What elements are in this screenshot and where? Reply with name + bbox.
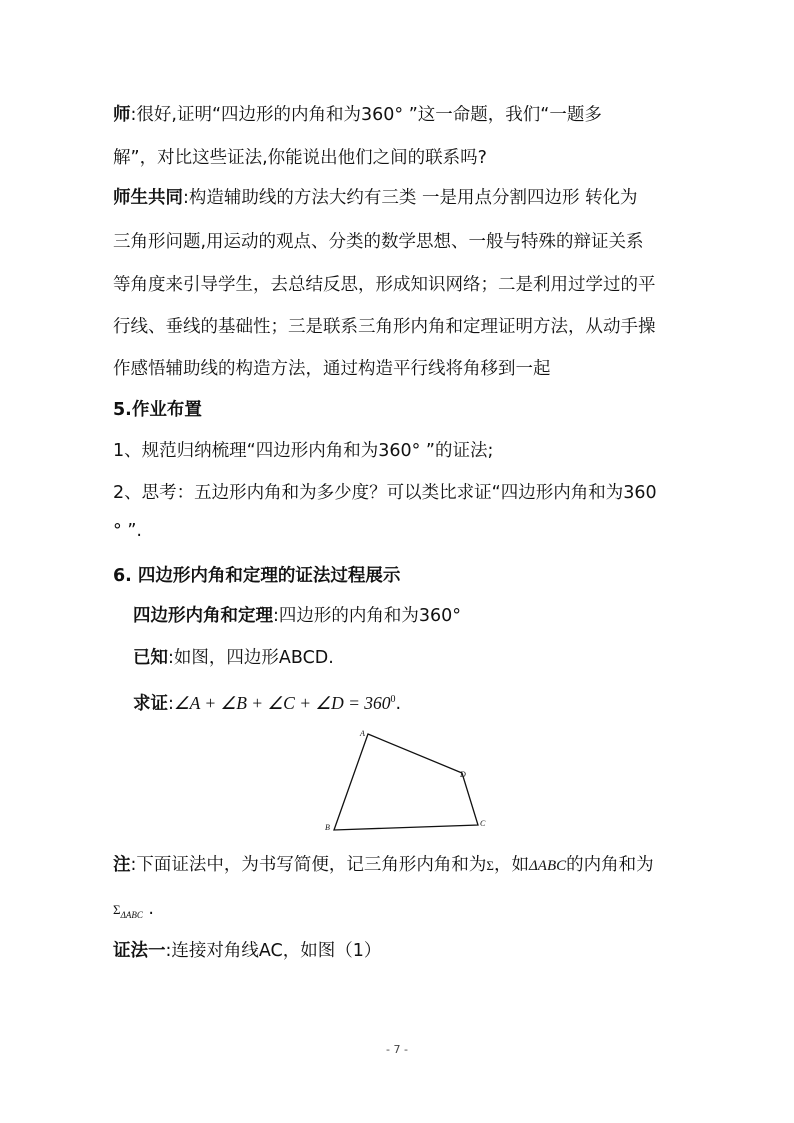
note-line-2 (113, 897, 154, 927)
given-text: :如图，四边形ABCD. (168, 648, 334, 668)
prove-end: . (395, 694, 402, 714)
homework-item-1: 1、规范归纳梳理“四边形内角和为360° ”的证法; (113, 441, 494, 461)
prove-formula: ∠A + ∠B + ∠C + ∠D = 360 (173, 693, 391, 713)
speaker-teacher: 师 (113, 105, 131, 125)
sigma-symbol-2: Σ (113, 902, 121, 917)
sigma-subscript: ΔABC (120, 910, 143, 920)
paragraph-joint-line-1 (113, 186, 638, 210)
prove-label: 求证 (133, 694, 168, 714)
prove-colon: : (168, 694, 174, 714)
note-text-b: ，如 (493, 855, 529, 875)
homework-item-2-line-1: 2、思考：五边形内角和为多少度？可以类比求证“四边形内角和为360 (113, 483, 657, 503)
prove-line (133, 688, 401, 716)
given-line (133, 646, 334, 670)
method-1-label: 证法一 (113, 941, 166, 961)
triangle-abc: ΔABC (528, 858, 567, 874)
theorem-line (133, 604, 461, 628)
section-5-heading: 5.作业布置 (113, 400, 202, 420)
homework-item-2-line-2: ° ”. (113, 521, 142, 541)
note-text-a: :下面证法中，为书写简便，记三角形内角和为 (130, 855, 487, 875)
speaker-joint: 师生共同 (113, 188, 183, 208)
given-label: 已知 (133, 648, 168, 668)
vertex-label-a: A (360, 729, 365, 738)
quadrilateral-figure (320, 728, 500, 838)
text: :很好,证明“四边形的内角和为360° ”这一命题，我们“一题多 (130, 105, 602, 125)
note-line-2-end: . (142, 899, 154, 919)
paragraph-teacher-line-2: 解”，对比这些证法,你能说出他们之间的联系吗? (113, 148, 487, 168)
note-text-c: 的内角和为 (566, 855, 654, 875)
paragraph-joint-line-5: 作感悟辅助线的构造方法，通过构造平行线将角移到一起 (113, 359, 551, 379)
theorem-text: :四边形的内角和为360° (273, 606, 462, 626)
vertex-label-c: C (480, 819, 486, 828)
vertex-label-b: B (325, 823, 330, 832)
prove-superscript: 0 (390, 694, 396, 705)
paragraph-joint-line-3: 等角度来引导学生，去总结反思，形成知识网络；二是利用过学过的平 (113, 275, 656, 295)
vertex-label-d: D (460, 770, 466, 779)
method-1-text: :连接对角线AC，如图（1） (165, 941, 382, 961)
page-number: - 7 - (386, 1043, 408, 1056)
section-6-heading: 6. 四边形内角和定理的证法过程展示 (113, 566, 401, 586)
theorem-label: 四边形内角和定理 (133, 606, 273, 626)
note-line-1 (113, 853, 654, 878)
sigma-symbol: Σ (486, 858, 494, 873)
method-1-line (113, 939, 381, 963)
text: :构造辅助线的方法大约有三类 一是用点分割四边形 转化为 (183, 188, 638, 208)
note-label: 注 (113, 855, 131, 875)
quadrilateral-outline (334, 734, 478, 830)
paragraph-teacher-line-1 (113, 103, 602, 127)
paragraph-joint-line-2: 三角形问题,用运动的观点、分类的数学思想、一般与特殊的辩证关系 (113, 232, 644, 252)
paragraph-joint-line-4: 行线、垂线的基础性；三是联系三角形内角和定理证明方法，从动手操 (113, 317, 656, 337)
